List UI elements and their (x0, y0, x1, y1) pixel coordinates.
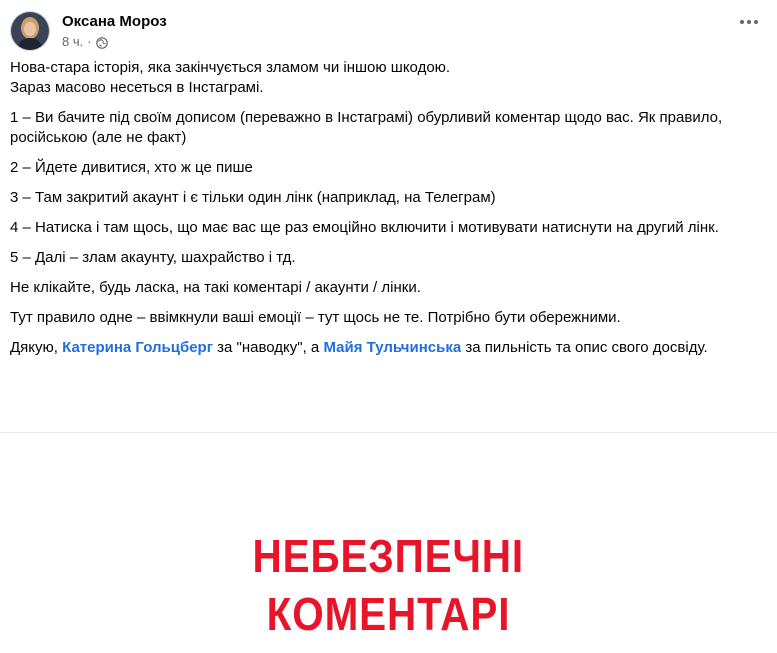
author-name[interactable]: Оксана Мороз (62, 13, 167, 30)
post-image[interactable] (0, 433, 777, 653)
post-paragraph: 4 – Натиска і там щось, що має вас ще раз емоційно включити і мотивувати натиснути на другий лінк. (10, 219, 719, 236)
post-paragraph: 3 – Там закритий акаунт і є тільки один лінк (наприклад, на Телеграм) (10, 189, 496, 206)
post-paragraph (10, 58, 770, 98)
thanks-middle: за "наводку", а (212, 339, 324, 356)
post-paragraph: 2 – Йдете дивитися, хто ж це пише (10, 159, 253, 176)
globe-icon[interactable] (96, 36, 108, 48)
meta-separator: · (87, 34, 92, 49)
post-header (10, 8, 767, 54)
more-options-button[interactable] (731, 10, 767, 34)
post-paragraph: 1 – Ви бачите під своїм дописом (переважно в Інстаграмі) обурливий коментар щодо вас. Як правило, російською (але не факт) (10, 109, 723, 146)
post-timestamp[interactable]: 8 ч. (62, 34, 84, 49)
author-avatar[interactable] (10, 11, 50, 51)
mention-link[interactable]: Катерина Гольцберг (62, 339, 213, 356)
post-meta (62, 12, 167, 50)
post-line: Зараз масово несеться в Інстаграмі. (10, 79, 264, 96)
image-title-line2: КОМЕНТАРІ (266, 588, 511, 640)
more-horizontal-icon (739, 19, 759, 25)
image-title-line1: НЕБЕЗПЕЧНІ (252, 530, 525, 582)
post-paragraph: Тут правило одне – ввімкнули ваші емоції – тут щось не те. Потрібно бути обережними. (10, 309, 621, 326)
mention-link[interactable]: Майя Тульчинська (323, 339, 462, 356)
post-text (10, 58, 770, 368)
post-paragraph: Не клікайте, будь ласка, на такі коментарі / акаунти / лінки. (10, 279, 421, 296)
thanks-paragraph (10, 338, 770, 358)
avatar-photo (11, 12, 49, 50)
thanks-prefix: Дякую, (10, 339, 63, 356)
thanks-suffix: за пильність та опис свого досвіду. (461, 339, 708, 356)
post-line: Нова-стара історія, яка закінчується зламом чи іншою шкодою. (10, 59, 451, 76)
post-subline (62, 33, 167, 50)
post-paragraph: 5 – Далі – злам акаунту, шахрайство і тд. (10, 249, 296, 266)
